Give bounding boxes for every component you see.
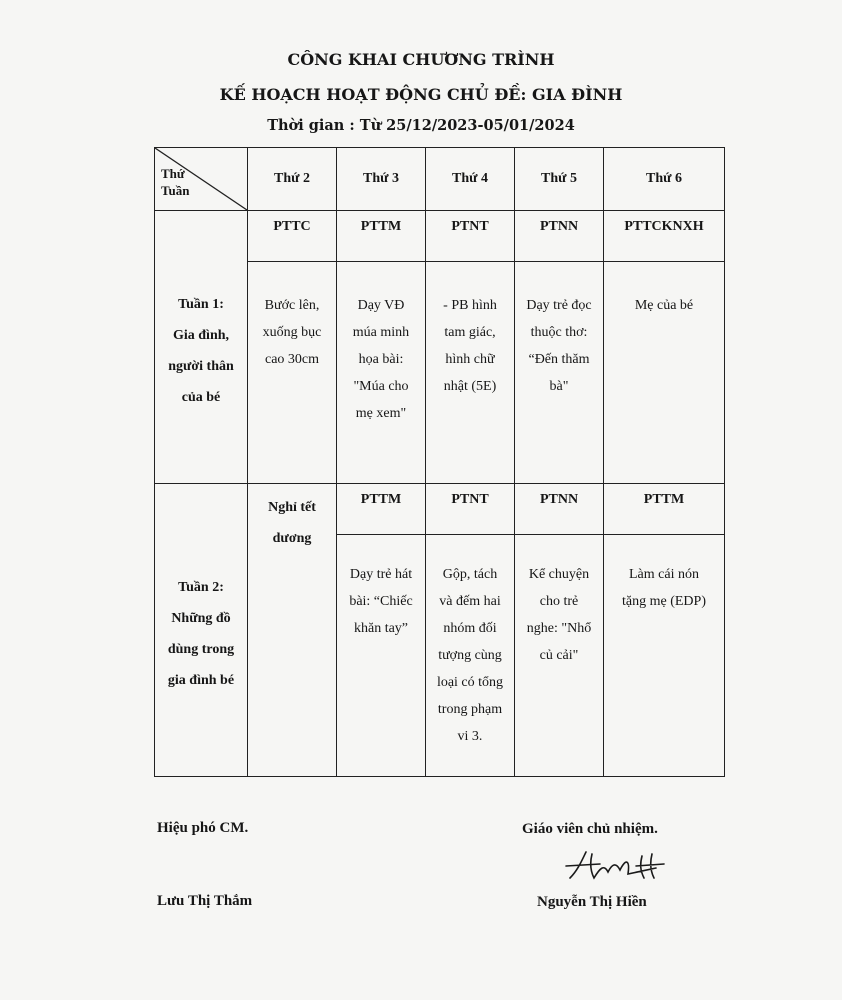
activity-cell (248, 262, 337, 484)
day-header: Thứ 3 (337, 148, 426, 211)
subject-code: PTTM (604, 484, 725, 535)
day-header: Thứ 4 (426, 148, 515, 211)
subject-code: PTNN (515, 211, 604, 262)
header-row (155, 148, 725, 211)
activity-line: Kể chuyện (528, 567, 590, 582)
activity-line: - PB hình (443, 298, 497, 313)
day-header: Thứ 2 (248, 148, 337, 211)
week2-code-row (155, 484, 725, 535)
week2-label-line: gia đình bé (167, 673, 235, 688)
activity-line: nghe: "Nhổ (526, 621, 592, 636)
activity-line: họa bài: (358, 352, 404, 367)
activity-line: cao 30cm (264, 352, 320, 367)
activity-line: Gộp, tách (442, 567, 498, 582)
subject-code: PTNN (515, 484, 604, 535)
teacher-title: Giáo viên chủ nhiệm. (522, 821, 658, 837)
activity-line: Dạy trẻ hát (349, 567, 413, 582)
document-subtitle: KẾ HOẠCH HOẠT ĐỘNG CHỦ ĐỀ: GIA ĐÌNH (219, 85, 623, 104)
vice-principal-title: Hiệu phó CM. (157, 820, 249, 836)
activity-cell (337, 535, 426, 777)
activity-cell (337, 262, 426, 484)
activity-line: Làm cái nón (629, 567, 699, 582)
handwritten-signature (560, 848, 690, 884)
activity-cell (604, 535, 725, 777)
activity-line: "Múa cho (353, 379, 409, 394)
teacher-name: Nguyễn Thị Hiền (537, 894, 647, 910)
activity-line: tượng cùng (438, 648, 502, 663)
activity-line: tặng mẹ (EDP) (622, 594, 706, 609)
activity-line: khăn tay” (353, 621, 409, 636)
day-header: Thứ 6 (604, 148, 725, 211)
activity-line: múa minh (352, 325, 410, 340)
holiday-line: dương (272, 531, 312, 546)
plan-table (154, 147, 725, 777)
activity-line: “Đến thăm (528, 352, 590, 367)
corner-cell (155, 148, 248, 211)
activity-line: tam giác, (444, 325, 496, 340)
activity-line: củ cải" (539, 648, 579, 663)
activity-line: bà" (549, 379, 569, 394)
week2-label-line: dùng trong (167, 642, 235, 657)
activity-line: mẹ xem" (355, 406, 407, 421)
subject-code: PTTC (248, 211, 337, 262)
activity-line: bài: “Chiếc (349, 594, 413, 609)
vice-principal-name: Lưu Thị Thắm (157, 893, 253, 909)
activity-line: vi 3. (457, 729, 483, 744)
activity-line: nhật (5E) (443, 379, 497, 394)
activity-line: xuống bục (262, 325, 322, 340)
week2-label (155, 484, 248, 777)
week1-label-line: người thân (168, 359, 234, 374)
activity-line: cho trẻ (539, 594, 579, 609)
week1-code-row (155, 211, 725, 262)
week2-label-line: Tuần 2: (178, 580, 224, 595)
week1-label-line: của bé (181, 390, 221, 405)
week1-label (155, 211, 248, 484)
document-title: CÔNG KHAI CHƯƠNG TRÌNH (287, 50, 555, 69)
activity-cell (426, 262, 515, 484)
subject-code: PTNT (426, 484, 515, 535)
document-time: Thời gian : Từ 25/12/2023-05/01/2024 (267, 117, 575, 134)
subject-code: PTTM (337, 484, 426, 535)
week1-label-line: Tuần 1: (178, 297, 224, 312)
activity-line: Mẹ của bé (634, 298, 694, 313)
week2-label-line: Những đồ (171, 611, 231, 626)
activity-cell (515, 262, 604, 484)
holiday-cell (248, 484, 337, 777)
subject-code: PTNT (426, 211, 515, 262)
activity-cell (426, 535, 515, 777)
corner-label-week: Tuần (161, 183, 190, 198)
holiday-line: Nghỉ tết (268, 500, 316, 515)
subject-code: PTTM (337, 211, 426, 262)
corner-label-day: Thứ (161, 166, 185, 181)
week1-label-line: Gia đình, (172, 328, 230, 343)
activity-line: Dạy trẻ đọc (526, 298, 592, 313)
day-header: Thứ 5 (515, 148, 604, 211)
activity-line: loại có tổng (436, 675, 504, 690)
activity-line: thuộc thơ: (530, 325, 588, 340)
activity-line: Dạy VĐ (357, 298, 405, 313)
subject-code: PTTCKNXH (604, 211, 725, 262)
activity-line: Bước lên, (264, 298, 320, 313)
activity-line: và đếm hai (439, 594, 501, 609)
activity-cell (604, 262, 725, 484)
activity-line: nhóm đối (443, 621, 497, 636)
activity-cell (515, 535, 604, 777)
activity-line: trong phạm (437, 702, 503, 717)
activity-line: hình chữ (445, 352, 495, 367)
